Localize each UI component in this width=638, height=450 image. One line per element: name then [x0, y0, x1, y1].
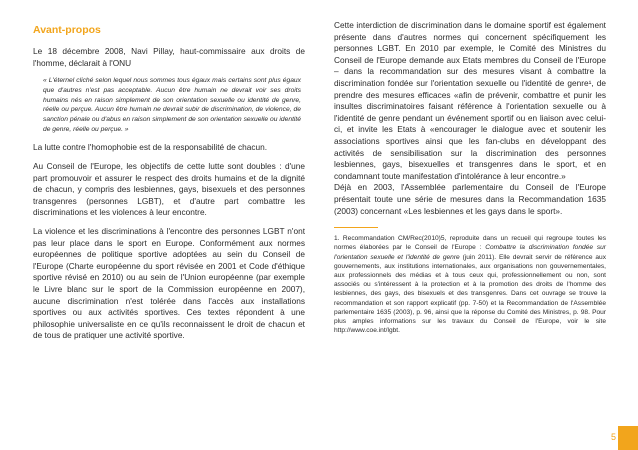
paragraph-responsibility: La lutte contre l'homophobie est de la responsabilité de chacun. [33, 142, 268, 153]
page-number: 5 [610, 432, 616, 442]
paragraph-objectives: Au Conseil de l'Europe, les objectifs de cette lutte sont doubles : d'une part promouvoir et assurer le respect des droits humains et de la dignité de chacun, y compris des lesbiennes, gays, bisexuels et des personnes transgenres (personnes LGBT), et d'autre part combattre les discriminations et les violences à leur encontre. [33, 161, 305, 218]
intro-paragraph: Le 18 décembre 2008, Navi Pillay, haut-commissaire aux droits de l'homme, déclarait à l'ONU [33, 46, 305, 68]
section-heading: Avant-propos [33, 24, 101, 36]
footnote-divider [334, 227, 378, 228]
footnote [334, 234, 606, 335]
right-column [334, 20, 606, 335]
paragraph-prohibition: Cette interdiction de discrimination dans le domaine sportif est également présente dans d'autres normes qui concernent spécifiquement les personnes LGBT. En 2010 par exemple, le Comité des Ministres du Conseil de l'Europe demande aux Etats membres du Conseil de l'Europe – dans la recommandation sur des mesures visant à combattre la discrimination fondée sur l'orientation sexuelle ou l'identité de genre¹, de prendre des mesures efficaces «afin de prévenir, combattre et punir les insultes discriminatoires faisant référence à l'orientation sexuelle ou à l'identité de genre pendant un événement sportif ou en liaison avec celui-ci, et invite les Etats à «encourager le dialogue avec et soutenir les associations sportives ainsi que les fan-clubs en développant des activités de sensibilisation sur la discrimination des personnes lesbiennes, gays, bisexuelles et transgenres dans le sport, et en condamnant toute manifestation d'intolérance à leur encontre.» [334, 20, 606, 181]
page-corner-bar [618, 426, 638, 450]
footnote-title: Combattre la discrimination fondée sur l'orientation sexuelle et l'identité de genre [334, 244, 606, 261]
footnote-text-b: (juin 2011). Elle devrait servir de référence aux gouvernements, aux institutions internationales, aux organisations non gouvernementales, aux professionnels des médias et à tous ceux qui, professionnellement ou non, sont associés ou s'intéressent à la protection et à la promotion des droits de l'homme des lesbiennes, des gays, des bisexuels et des transgenres. Dans cet ouvrage se trouve la recommandation et son rapport explicatif (pp. 7-50) et la Recommandation de l'Assemblée parlementaire 1635 (2003), p. 96, ainsi que la réponse du Comité des Ministres, p. 98. Pour plus amples informations sur les travaux du Conseil de l'Europe, voir le site http://www.coe.int/lgbt. [334, 253, 606, 335]
left-column [33, 20, 305, 349]
footnote-text-a: 1. Recommandation CM/Rec(2010)5, reproduite dans un recueil qui regroupe toutes les normes élaborées par le Conseil de l'Europe : [334, 235, 606, 252]
quote-block: « L'éternel cliché selon lequel nous sommes tous égaux mais certains sont plus égaux que d'autres n'est pas acceptable. Aucun être humain ne devrait voir ses droits humains nés en raison simplement de son orientation sexuelle ou identité de genre, réelle ou perçue. Aucun être humain ne devrait subir de discrimination, de violence, de sanction pénale ou d'abus en raison simplement de son orientation sexuelle ou identité de genre, réelle ou perçue. » [43, 77, 301, 133]
paragraph-sport: La violence et les discriminations à l'encontre des personnes LGBT n'ont pas leur place dans le sport en Europe. Conformément aux normes européennes de politique sportive adoptées au sein du Conseil de l'Europe (Charte européenne du sport révisée en 2001 et Code d'éthique sportive révisé en 2010) ou au sein de l'Union européenne (par exemple le Livre blanc sur le sport de la Commission européenne en 2007), aucune discrimination n'est tolérée dans l'accès aux installations sportives ou aux activités sportives. Ces textes répondent à une philosophie universaliste en ce qu'ils reconnaissent le droit de chacun et de tous de pratiquer une activité sportive. [33, 225, 305, 341]
paragraph-assembly: Déjà en 2003, l'Assemblée parlementaire du Conseil de l'Europe présentait toute une série de mesures dans la Recommandation 1635 (2003) concernant «Les lesbiennes et les gays dans le sport». [334, 182, 606, 216]
